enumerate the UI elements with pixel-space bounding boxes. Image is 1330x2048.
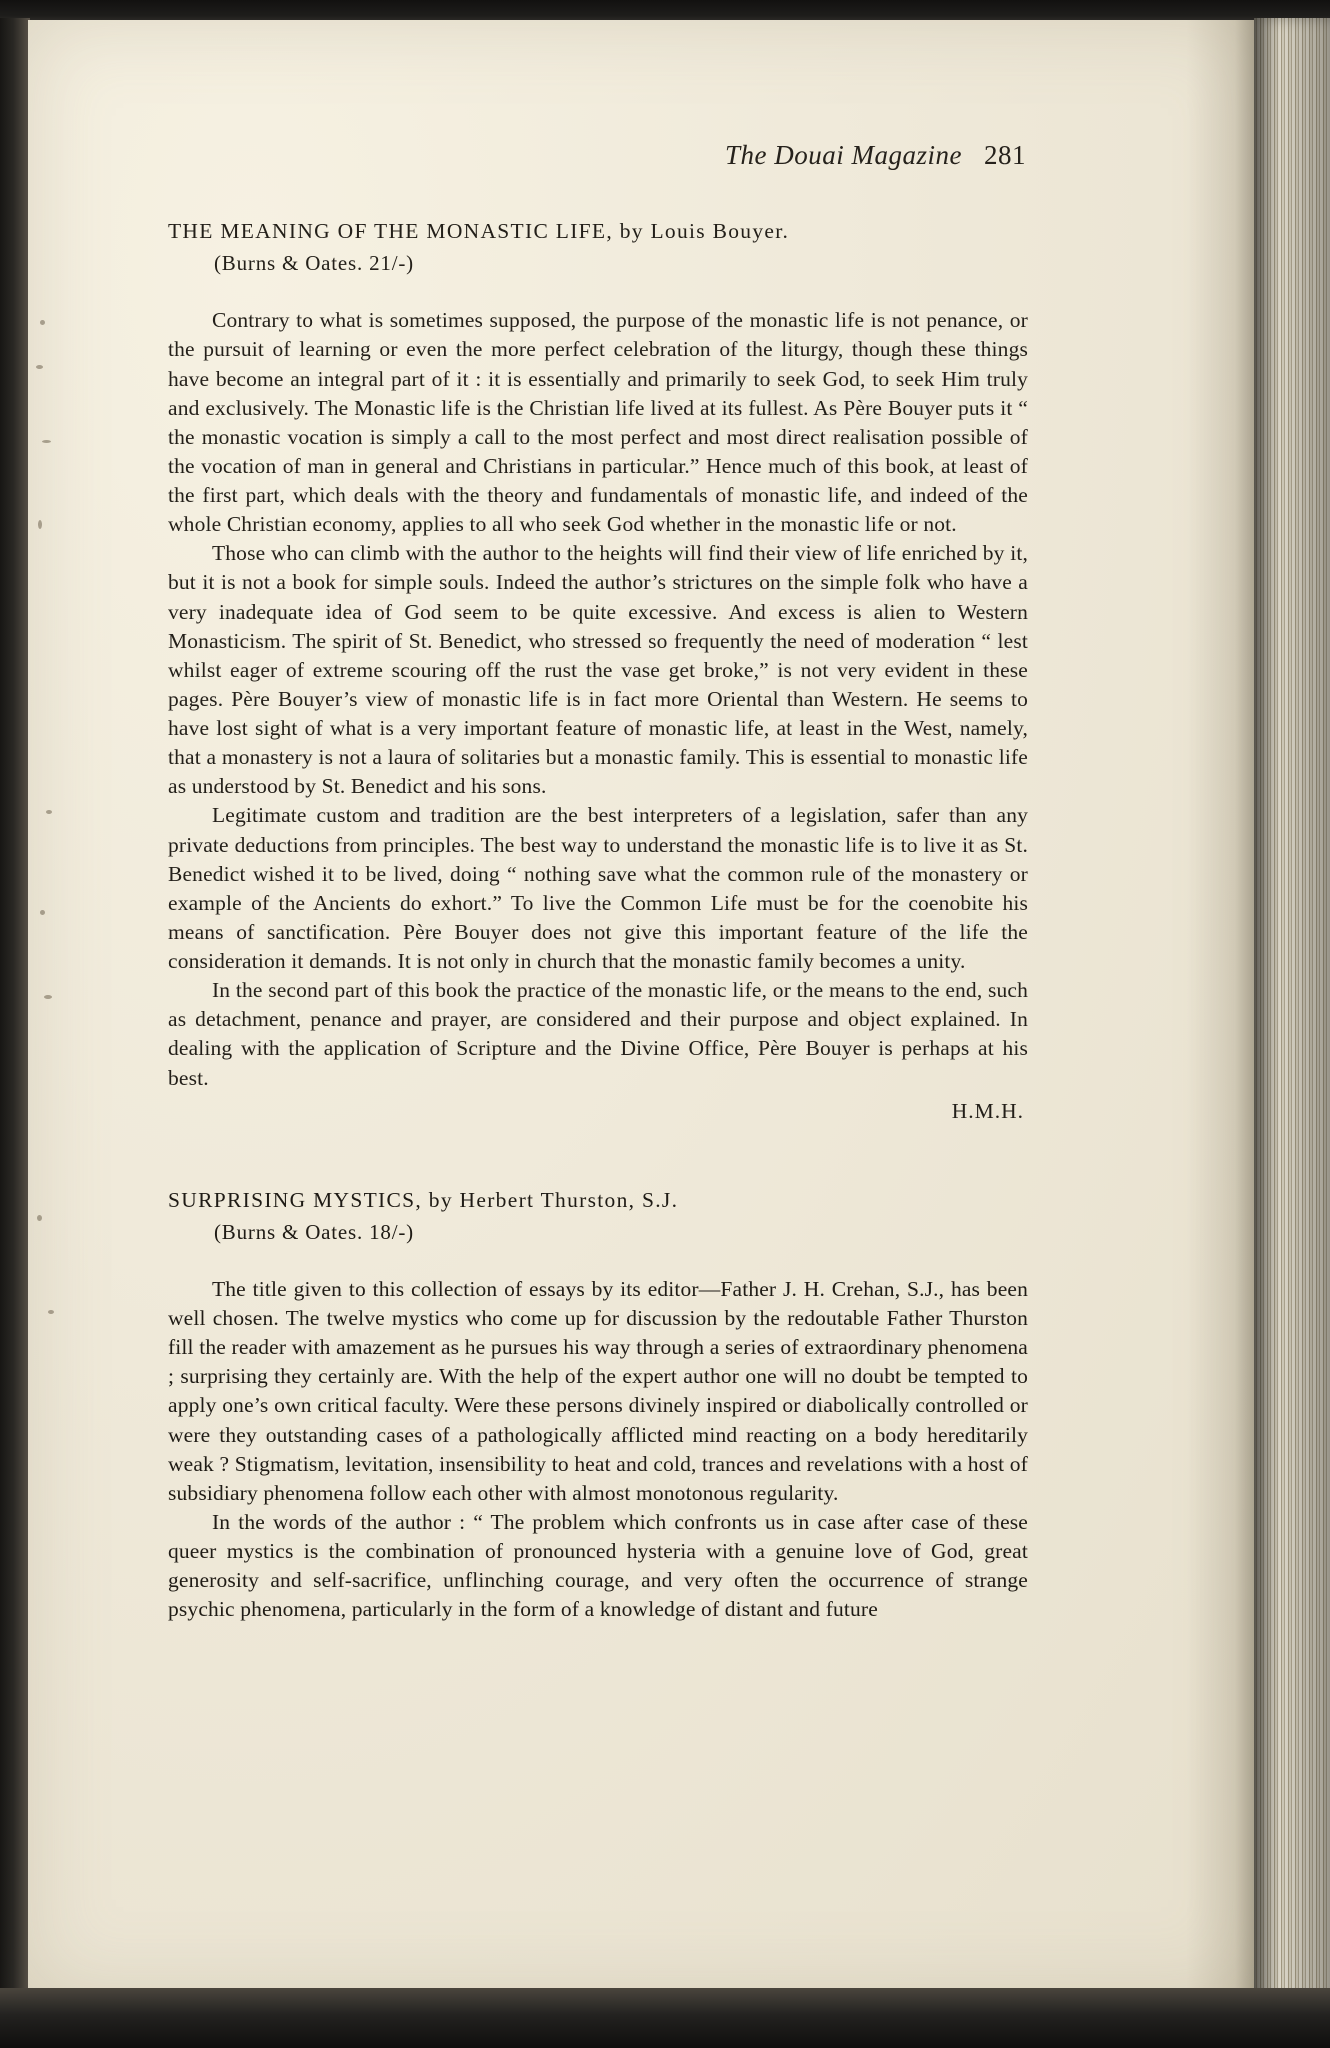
- review-entry: [168, 1184, 1028, 1625]
- paper-speck: [36, 365, 43, 369]
- paper-speck: [40, 910, 45, 915]
- scan-bottom-edge: [0, 1988, 1330, 2048]
- review-paragraph: The title given to this collection of essays by its editor—Father J. H. Crehan, S.J., has been well chosen. The twelve mystics who come up for discussion by the redoutable Father Thurston fill the reader with amazement as he pursues his way through a series of extraordinary phenomena ; surprising they certainly are. With the help of the expert author one will no doubt be tempted to apply one’s own critical faculty. Were these persons divinely inspired or diabolically controlled or were they outstanding cases of a pathologically afflicted mind reacting on a body hereditarily weak ? Stigmatism, levitation, insensibility to heat and cold, trances and revelations with a host of subsidiary phenomena follow each other with almost monotonous regularity.: [168, 1276, 1028, 1505]
- review-paragraph: In the words of the author : “ The problem which confronts us in case after case of these queer mystics is the combination of pronounced hysteria with a genuine love of God, great generosity and self-sacrifice, unflinching courage, and very often the occurrence of strange psychic phenomena, particularly in the form of a knowledge of distant and future: [168, 1509, 1028, 1622]
- paper-speck: [42, 440, 51, 443]
- review-title: SURPRISING MYSTICS, by Herbert Thurston, S.J.: [168, 1187, 679, 1212]
- review-paragraph: Those who can climb with the author to the heights will find their view of life enriched by it, but it is not a book for simple souls. Indeed the author’s strictures on the simple folk who have a very inadequate idea of God seem to be quite excessive. And excess is alien to Western Monasticism. The spirit of St. Benedict, who stressed so frequently the need of moderation “ lest whilst eager of extreme scouring off the rust the vase get broke,” is not very evident in these pages. Père Bouyer’s view of monastic life is in fact more Oriental than Western. He seems to have lost sight of what is a very important feature of monastic life, at least in the West, namely, that a monastery is not a laura of solitaries but a monastic family. This is essential to monastic life as understood by St. Benedict and his sons.: [168, 541, 1028, 799]
- review-paragraph: In the second part of this book the practice of the monastic life, or the means to the end, such as detachment, penance and prayer, are considered and their purpose and object explained. In dealing with the application of Scripture and the Divine Office, Père Bouyer is perhaps at his best.: [168, 978, 1028, 1090]
- paper-speck: [46, 810, 52, 814]
- running-head: [168, 140, 1028, 171]
- paper-speck: [37, 1215, 42, 1221]
- page-surface: [28, 20, 1256, 1995]
- page-number: 281: [984, 140, 1026, 170]
- review-paragraph: Contrary to what is sometimes supposed, the purpose of the monastic life is not penance, or the pursuit of learning or even the more perfect celebration of the liturgy, though these things have become an integral part of it : it is essentially and primarily to seek God, to seek Him truly and exclusively. The Monastic life is the Christian life lived at its fullest. As Père Bouyer puts it “ the monastic vocation is simply a call to the most perfect and most direct realisation possible of the vocation of man in general and Christians in particular.” Hence much of this book, at least of the first part, which deals with the theory and fundamentals of monastic life, and indeed of the whole Christian economy, applies to all who seek God whether in the monastic life or not.: [168, 308, 1028, 537]
- paper-speck: [40, 320, 45, 325]
- book-fore-edge: [1254, 18, 1330, 2003]
- book-gutter: [0, 18, 30, 2003]
- review-signature: H.M.H.: [951, 1098, 1024, 1123]
- review-publisher: (Burns & Oates. 18/-): [214, 1219, 414, 1244]
- review-publisher: (Burns & Oates. 21/-): [214, 251, 414, 276]
- paper-speck: [38, 520, 42, 529]
- section-spacer: [168, 1128, 1028, 1184]
- review-paragraph: Legitimate custom and tradition are the best interpreters of a legislation, safer than any private deductions from principles. The best way to understand the monastic life is to live it as St. Benedict wished it to be lived, doing “ nothing save what the common rule of the monastery or example of the Ancients do exhort.” To live the Common Life must be for the coenobite his means of sanctification. Père Bouyer does not give this important feature of the life the consideration it demands. It is not only in church that the monastic family becomes a unity.: [168, 803, 1028, 973]
- text-column: [168, 140, 1028, 1628]
- running-head-title: The Douai Magazine: [725, 140, 962, 170]
- review-title: THE MEANING OF THE MONASTIC LIFE, by Louis Bouyer.: [168, 219, 790, 243]
- fore-edge-shading: [1254, 18, 1330, 2003]
- paper-speck: [44, 995, 52, 999]
- paper-speck: [48, 1310, 54, 1314]
- review-entry: [168, 215, 1028, 1124]
